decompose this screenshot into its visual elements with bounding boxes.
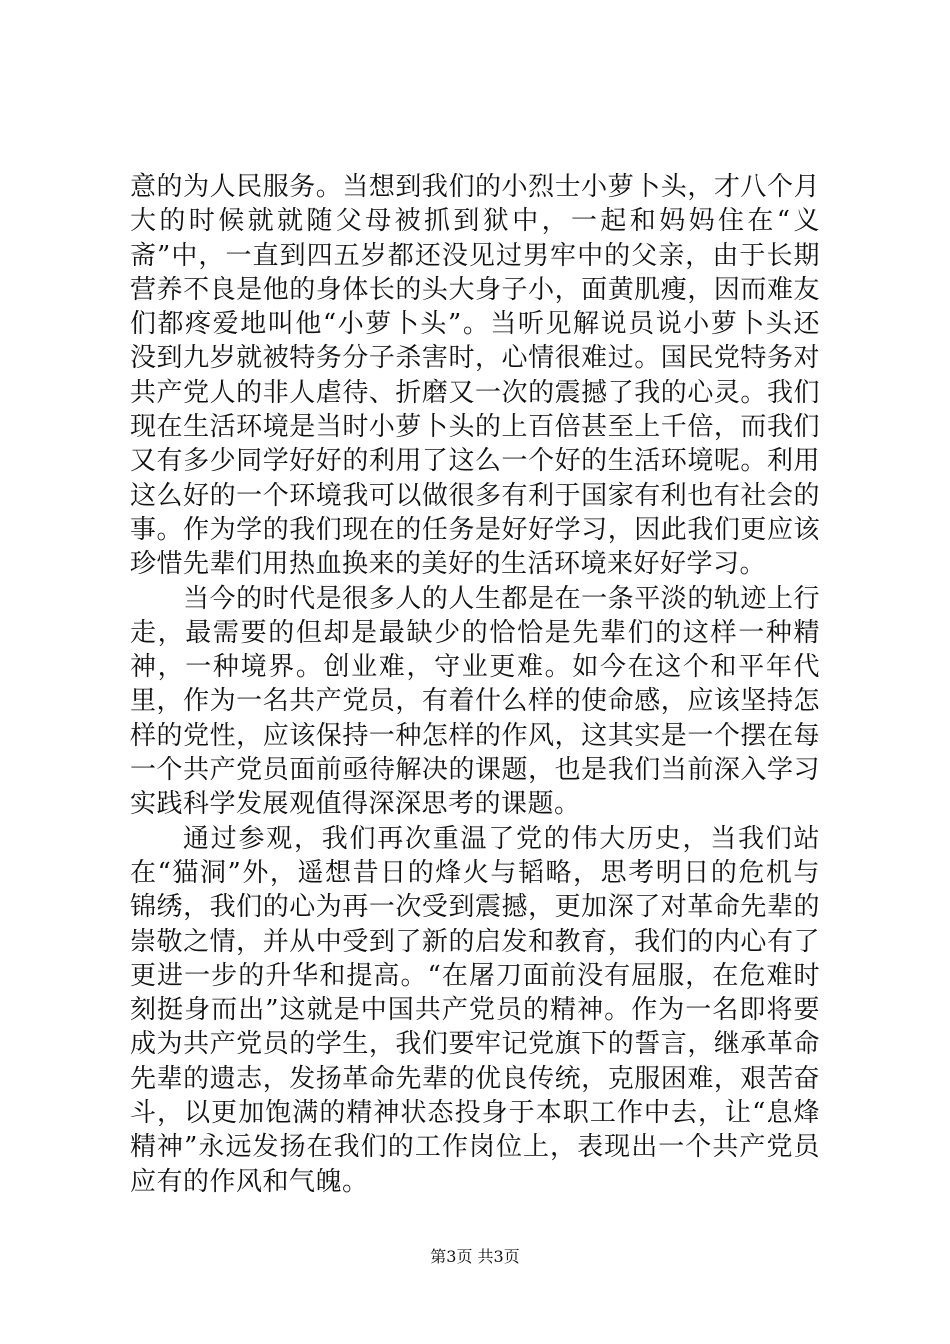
page-number-footer: 第3页 共3页 <box>430 1247 520 1266</box>
document-body <box>130 170 820 1199</box>
paragraph-2: 当今的时代是很多人的人生都是在一条平淡的轨迹上行走，最需要的但却是最缺少的恰恰是先辈们的这样一种精神，一种境界。创业难，守业更难。如今在这个和平年代里，作为一名共产党员，有着什么样的使命感，应该坚持怎样的党性，应该保持一种怎样的作风，这其实是一个摆在每一个共产党员面前亟待解决的课题，也是我们当前深入学习实践科学发展观值得深深思考的课题。 <box>130 583 820 820</box>
paragraph-1: 意的为人民服务。当想到我们的小烈士小萝卜头，才八个月大的时候就就随父母被抓到狱中，一起和妈妈住在“义斋”中，一直到四五岁都还没见过男牢中的父亲，由于长期营养不良是他的身体长的头大身子小，面黄肌瘦，因而难友们都疼爱地叫他“小萝卜头”。当听见解说员说小萝卜头还没到九岁就被特务分子杀害时，心情很难过。国民党特务对共产党人的非人虐待、折磨又一次的震撼了我的心灵。我们现在生活环境是当时小萝卜头的上百倍甚至上千倍，而我们又有多少同学好好的利用了这么一个好的生活环境呢。利用这么好的一个环境我可以做很多有利于国家有利也有社会的事。作为学的我们现在的任务是好好学习，因此我们更应该珍惜先辈们用热血换来的美好的生活环境来好好学习。 <box>130 172 820 580</box>
paragraph-3: 通过参观，我们再次重温了党的伟大历史，当我们站在“猫洞”外，遥想昔日的烽火与韬略，思考明日的危机与锦绣，我们的心为再一次受到震撼，更加深了对革命先辈的崇敬之情，并从中受到了新的启发和教育，我们的内心有了更进一步的升华和提高。“在屠刀面前没有屈服，在危难时刻挺身而出”这就是中国共产党员的精神。作为一名即将要成为共产党员的学生，我们要牢记党旗下的誓言，继承革命先辈的遗志，发扬革命先辈的优良传统，克服困难，艰苦奋斗，以更加饱满的精神状态投身于本职工作中去，让“息烽精神”永远发扬在我们的工作岗位上，表现出一个共产党员应有的作风和气魄。 <box>130 823 820 1197</box>
